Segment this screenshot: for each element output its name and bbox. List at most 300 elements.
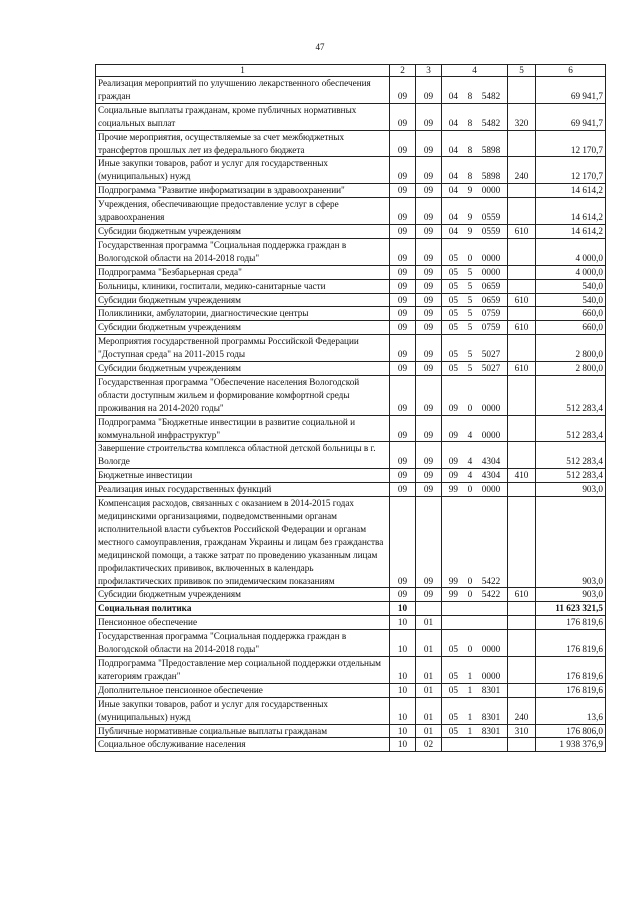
expense-type-code: [508, 184, 536, 198]
row-name: Бюджетные инвестиции: [96, 469, 390, 483]
table-row: [96, 279, 606, 293]
target-article-code: [442, 683, 508, 697]
target-article-part-c: 5422: [481, 589, 501, 600]
target-article-part-b: 8: [467, 90, 473, 101]
target-article-code: [442, 497, 508, 588]
table-row: [96, 724, 606, 738]
target-article-parts: [444, 575, 505, 588]
target-article-code: [442, 307, 508, 321]
target-article-part-b: 5: [467, 349, 473, 360]
amount: 512 283,4: [536, 415, 606, 442]
table-row: [96, 738, 606, 752]
header-col-1: 1: [96, 65, 390, 77]
header-col-4: 4: [442, 65, 508, 77]
amount: 903,0: [536, 497, 606, 588]
subsection-code: 09: [416, 184, 442, 198]
subsection-code: 09: [416, 130, 442, 157]
target-article-part-b: 9: [467, 212, 473, 223]
amount: 2 800,0: [536, 362, 606, 376]
target-article-part-c: 0759: [481, 322, 501, 333]
subsection-code: 09: [416, 224, 442, 238]
target-article-part-b: 0: [467, 484, 473, 495]
section-code: 09: [390, 321, 416, 335]
target-article-parts: [444, 429, 505, 442]
target-article-parts: [444, 90, 505, 103]
target-article-part-c: 4304: [481, 470, 501, 481]
amount: 13,6: [536, 697, 606, 724]
subsection-code: 09: [416, 307, 442, 321]
table-row: [96, 483, 606, 497]
target-article-part-b: 0: [467, 589, 473, 600]
expense-type-code: [508, 630, 536, 657]
expense-type-code: 410: [508, 469, 536, 483]
target-article-part-a: 99: [448, 575, 458, 586]
target-article-code: [442, 483, 508, 497]
section-code: 09: [390, 184, 416, 198]
subsection-code: 09: [416, 362, 442, 376]
subsection-code: 01: [416, 683, 442, 697]
section-code: 10: [390, 738, 416, 752]
target-article-part-b: 9: [467, 225, 473, 236]
header-col-5: 5: [508, 65, 536, 77]
target-article-part-c: 8301: [481, 684, 501, 695]
expense-type-code: [508, 238, 536, 265]
target-article-part-a: 04: [448, 171, 458, 182]
target-article-part-a: 05: [448, 644, 458, 655]
target-article-code: [442, 616, 508, 630]
target-article-code: [442, 630, 508, 657]
section-code: 09: [390, 335, 416, 362]
target-article-part-c: 0000: [481, 252, 501, 263]
subsection-code: 09: [416, 321, 442, 335]
section-code: 09: [390, 483, 416, 497]
header-col-6: 6: [536, 65, 606, 77]
row-name: Субсидии бюджетным учреждениям: [96, 588, 390, 602]
section-code: 09: [390, 224, 416, 238]
row-name: Больницы, клиники, госпитали, медико-санитарные части: [96, 279, 390, 293]
expense-type-code: [508, 616, 536, 630]
amount: 2 800,0: [536, 335, 606, 362]
target-article-part-b: 4: [467, 470, 473, 481]
row-name: Пенсионное обеспечение: [96, 616, 390, 630]
target-article-part-a: 99: [448, 589, 458, 600]
target-article-part-b: 5: [467, 322, 473, 333]
target-article-parts: [444, 348, 505, 361]
amount: 14 614,2: [536, 224, 606, 238]
amount: 12 170,7: [536, 157, 606, 184]
target-article-code: [442, 656, 508, 683]
table-row: [96, 588, 606, 602]
section-code: 10: [390, 616, 416, 630]
target-article-part-a: 04: [448, 90, 458, 101]
target-article-part-c: 5482: [481, 90, 501, 101]
target-article-code: [442, 157, 508, 184]
target-article-code: [442, 103, 508, 130]
target-article-part-a: 05: [448, 349, 458, 360]
target-article-part-b: 5: [467, 308, 473, 319]
row-name: Социальные выплаты гражданам, кроме публичных нормативных социальных выплат: [96, 103, 390, 130]
subsection-code: 09: [416, 198, 442, 225]
target-article-parts: [444, 362, 505, 375]
amount: 660,0: [536, 307, 606, 321]
row-name: Государственная программа "Социальная поддержка граждан в Вологодской области на 2014-2018 годы": [96, 630, 390, 657]
page-number: 47: [315, 42, 325, 52]
row-name: Субсидии бюджетным учреждениям: [96, 293, 390, 307]
target-article-part-b: 0: [467, 644, 473, 655]
target-article-parts: [444, 711, 505, 724]
target-article-part-a: 04: [448, 212, 458, 223]
target-article-code: [442, 738, 508, 752]
subsection-code: 09: [416, 103, 442, 130]
expense-type-code: [508, 77, 536, 104]
target-article-part-b: 9: [467, 185, 473, 196]
section-code: 10: [390, 602, 416, 616]
target-article-code: [442, 184, 508, 198]
table-row: [96, 198, 606, 225]
target-article-part-b: 5: [467, 363, 473, 374]
row-name: Учреждения, обеспечивающие предоставление услуг в сфере здравоохранения: [96, 198, 390, 225]
amount: 903,0: [536, 588, 606, 602]
target-article-parts: [444, 321, 505, 334]
target-article-part-a: 09: [448, 470, 458, 481]
target-article-part-c: 0000: [481, 644, 501, 655]
target-article-part-b: 8: [467, 117, 473, 128]
target-article-parts: [444, 402, 505, 415]
row-name: Подпрограмма "Безбарьерная среда": [96, 265, 390, 279]
header-col-3: 3: [416, 65, 442, 77]
target-article-parts: [444, 483, 505, 496]
expense-type-code: [508, 279, 536, 293]
table-row: [96, 469, 606, 483]
target-article-part-a: 05: [448, 294, 458, 305]
target-article-part-c: 0000: [481, 185, 501, 196]
section-code: 09: [390, 415, 416, 442]
row-name: Иные закупки товаров, работ и услуг для государственных (муниципальных) нужд: [96, 697, 390, 724]
amount: 69 941,7: [536, 77, 606, 104]
target-article-parts: [444, 280, 505, 293]
row-name: Реализация иных государственных функций: [96, 483, 390, 497]
expense-type-code: 240: [508, 157, 536, 184]
target-article-code: [442, 293, 508, 307]
target-article-parts: [444, 307, 505, 320]
target-article-part-b: 0: [467, 252, 473, 263]
target-article-code: [442, 724, 508, 738]
target-article-part-b: 5: [467, 266, 473, 277]
amount: 176 806,0: [536, 724, 606, 738]
section-code: 09: [390, 362, 416, 376]
target-article-parts: [444, 455, 505, 468]
expense-type-code: 240: [508, 697, 536, 724]
target-article-part-a: 09: [448, 429, 458, 440]
target-article-code: [442, 77, 508, 104]
target-article-part-b: 8: [467, 144, 473, 155]
row-name: Компенсация расходов, связанных с оказанием в 2014-2015 годах медицинскими организациями, подведомственными органам исполнительной власти субъектов Российской Федерации и органам местного самоуправления, гражданам Украины и лицам без гражданства медицинской помощи, а также затрат по проведению указанным лицам профилактических прививок, включенных в календарь профилактических прививок по эпидемическим показаниям: [96, 497, 390, 588]
target-article-code: [442, 362, 508, 376]
section-code: 10: [390, 630, 416, 657]
row-name: Подпрограмма "Предоставление мер социальной поддержки отдельным категориям граждан": [96, 656, 390, 683]
subsection-code: 09: [416, 238, 442, 265]
table-row: [96, 362, 606, 376]
expense-type-code: [508, 738, 536, 752]
target-article-part-c: 8301: [481, 711, 501, 722]
table-row: [96, 656, 606, 683]
target-article-part-c: 0000: [481, 266, 501, 277]
subsection-code: 01: [416, 630, 442, 657]
target-article-part-c: 0759: [481, 308, 501, 319]
target-article-parts: [444, 725, 505, 738]
target-article-part-c: 0000: [481, 429, 501, 440]
table-row: [96, 77, 606, 104]
table-row: [96, 442, 606, 469]
target-article-parts: [444, 294, 505, 307]
target-article-part-c: 0659: [481, 294, 501, 305]
amount: 540,0: [536, 293, 606, 307]
target-article-part-c: 0000: [481, 670, 501, 681]
target-article-part-c: 0559: [481, 225, 501, 236]
row-name: Прочие мероприятия, осуществляемые за счет межбюджетных трансфертов прошлых лет из федерального бюджета: [96, 130, 390, 157]
target-article-code: [442, 442, 508, 469]
target-article-code: [442, 697, 508, 724]
table-row: [96, 630, 606, 657]
subsection-code: 09: [416, 469, 442, 483]
amount: 176 819,6: [536, 683, 606, 697]
row-name: Субсидии бюджетным учреждениям: [96, 321, 390, 335]
section-code: 09: [390, 375, 416, 415]
row-name: Субсидии бюджетным учреждениям: [96, 224, 390, 238]
table-row: [96, 415, 606, 442]
section-code: 09: [390, 442, 416, 469]
expense-type-code: 610: [508, 224, 536, 238]
target-article-part-a: 05: [448, 363, 458, 374]
target-article-part-a: 04: [448, 117, 458, 128]
target-article-parts: [444, 469, 505, 482]
target-article-part-a: 05: [448, 711, 458, 722]
target-article-part-a: 04: [448, 225, 458, 236]
amount: 512 283,4: [536, 469, 606, 483]
section-code: 09: [390, 238, 416, 265]
row-name: Иные закупки товаров, работ и услуг для государственных (муниципальных) нужд: [96, 157, 390, 184]
row-name: Дополнительное пенсионное обеспечение: [96, 683, 390, 697]
target-article-part-b: 4: [467, 456, 473, 467]
section-code: 10: [390, 683, 416, 697]
target-article-part-a: 04: [448, 185, 458, 196]
table-row: [96, 497, 606, 588]
row-name: Мероприятия государственной программы Российской Федерации "Доступная среда" на 2011-2015 годы: [96, 335, 390, 362]
amount: 4 000,0: [536, 238, 606, 265]
target-article-part-b: 1: [467, 684, 473, 695]
section-code: 09: [390, 469, 416, 483]
subsection-code: 09: [416, 375, 442, 415]
target-article-part-b: 4: [467, 429, 473, 440]
amount: 512 283,4: [536, 442, 606, 469]
target-article-code: [442, 198, 508, 225]
subsection-code: 01: [416, 724, 442, 738]
subsection-code: 09: [416, 588, 442, 602]
target-article-part-a: 09: [448, 456, 458, 467]
target-article-parts: [444, 144, 505, 157]
target-article-part-c: 5027: [481, 363, 501, 374]
budget-table: [95, 64, 606, 752]
target-article-parts: [444, 184, 505, 197]
target-article-code: [442, 602, 508, 616]
expense-type-code: [508, 683, 536, 697]
target-article-part-c: 0559: [481, 212, 501, 223]
table-row: [96, 307, 606, 321]
subsection-code: [416, 602, 442, 616]
table-row: [96, 238, 606, 265]
table-row: [96, 103, 606, 130]
section-code: 09: [390, 198, 416, 225]
target-article-part-a: 05: [448, 252, 458, 263]
target-article-code: [442, 130, 508, 157]
target-article-part-c: 5898: [481, 144, 501, 155]
target-article-part-c: 0000: [481, 402, 501, 413]
amount: 69 941,7: [536, 103, 606, 130]
amount: 512 283,4: [536, 375, 606, 415]
subsection-code: 09: [416, 442, 442, 469]
section-code: 09: [390, 103, 416, 130]
target-article-part-c: 5482: [481, 117, 501, 128]
target-article-code: [442, 238, 508, 265]
expense-type-code: [508, 130, 536, 157]
table-row: [96, 321, 606, 335]
subsection-code: 09: [416, 293, 442, 307]
section-code: 09: [390, 293, 416, 307]
amount: 660,0: [536, 321, 606, 335]
expense-type-code: [508, 442, 536, 469]
row-name: Реализация мероприятий по улучшению лекарственного обеспечения граждан: [96, 77, 390, 104]
target-article-part-b: 0: [467, 402, 473, 413]
expense-type-code: 320: [508, 103, 536, 130]
row-name: Поликлиники, амбулатории, диагностические центры: [96, 307, 390, 321]
target-article-part-a: 05: [448, 308, 458, 319]
target-article-part-b: 5: [467, 294, 473, 305]
table-row: [96, 602, 606, 616]
section-code: 09: [390, 307, 416, 321]
target-article-parts: [444, 588, 505, 601]
row-name: Государственная программа "Обеспечение населения Вологодской области доступным жильем и формирование комфортной среды проживания на 2014-2020 годы": [96, 375, 390, 415]
target-article-part-b: 1: [467, 670, 473, 681]
expense-type-code: 610: [508, 293, 536, 307]
table-row: [96, 335, 606, 362]
section-code: 09: [390, 157, 416, 184]
expense-type-code: 610: [508, 362, 536, 376]
subsection-code: 09: [416, 415, 442, 442]
target-article-code: [442, 321, 508, 335]
expense-type-code: [508, 602, 536, 616]
row-name: Государственная программа "Социальная поддержка граждан в Вологодской области на 2014-2018 годы": [96, 238, 390, 265]
target-article-part-a: 05: [448, 280, 458, 291]
target-article-part-c: 4304: [481, 456, 501, 467]
subsection-code: 01: [416, 616, 442, 630]
target-article-code: [442, 265, 508, 279]
expense-type-code: [508, 335, 536, 362]
section-code: 09: [390, 279, 416, 293]
target-article-parts: [444, 684, 505, 697]
target-article-code: [442, 335, 508, 362]
row-name: Субсидии бюджетным учреждениям: [96, 362, 390, 376]
table-row: [96, 375, 606, 415]
row-name: Социальная политика: [96, 602, 390, 616]
target-article-part-a: 05: [448, 670, 458, 681]
amount: 903,0: [536, 483, 606, 497]
table-row: [96, 157, 606, 184]
target-article-part-b: 1: [467, 725, 473, 736]
target-article-code: [442, 224, 508, 238]
row-name: Публичные нормативные социальные выплаты гражданам: [96, 724, 390, 738]
table-row: [96, 293, 606, 307]
table-row: [96, 683, 606, 697]
amount: 11 623 321,5: [536, 602, 606, 616]
row-name: Подпрограмма "Бюджетные инвестиции в развитие социальной и коммунальной инфраструктур": [96, 415, 390, 442]
amount: 14 614,2: [536, 198, 606, 225]
target-article-part-b: 8: [467, 171, 473, 182]
target-article-part-a: 04: [448, 144, 458, 155]
subsection-code: 09: [416, 279, 442, 293]
target-article-parts: [444, 643, 505, 656]
target-article-part-a: 99: [448, 484, 458, 495]
expense-type-code: [508, 483, 536, 497]
section-code: 09: [390, 77, 416, 104]
expense-type-code: [508, 656, 536, 683]
target-article-part-a: 05: [448, 684, 458, 695]
target-article-parts: [444, 266, 505, 279]
subsection-code: 09: [416, 265, 442, 279]
expense-type-code: 310: [508, 724, 536, 738]
amount: 176 819,6: [536, 630, 606, 657]
target-article-code: [442, 375, 508, 415]
target-article-part-c: 0000: [481, 484, 501, 495]
amount: 14 614,2: [536, 184, 606, 198]
amount: 4 000,0: [536, 265, 606, 279]
header-col-2: 2: [390, 65, 416, 77]
table-row: [96, 130, 606, 157]
expense-type-code: [508, 307, 536, 321]
target-article-part-b: 5: [467, 280, 473, 291]
target-article-parts: [444, 670, 505, 683]
subsection-code: 02: [416, 738, 442, 752]
target-article-part-c: 8301: [481, 725, 501, 736]
subsection-code: 09: [416, 77, 442, 104]
table-header-row: [96, 65, 606, 77]
expense-type-code: [508, 265, 536, 279]
target-article-part-b: 0: [467, 575, 473, 586]
section-code: 09: [390, 265, 416, 279]
table-row: [96, 616, 606, 630]
target-article-part-c: 5898: [481, 171, 501, 182]
target-article-part-b: 1: [467, 711, 473, 722]
subsection-code: 01: [416, 656, 442, 683]
amount: 176 819,6: [536, 616, 606, 630]
amount: 540,0: [536, 279, 606, 293]
expense-type-code: [508, 375, 536, 415]
subsection-code: 09: [416, 497, 442, 588]
table-row: [96, 265, 606, 279]
target-article-part-c: 5027: [481, 349, 501, 360]
target-article-part-c: 5422: [481, 575, 501, 586]
expense-type-code: 610: [508, 588, 536, 602]
target-article-part-a: 05: [448, 725, 458, 736]
expense-type-code: [508, 198, 536, 225]
section-code: 09: [390, 497, 416, 588]
section-code: 10: [390, 724, 416, 738]
expense-type-code: 610: [508, 321, 536, 335]
target-article-part-a: 05: [448, 322, 458, 333]
expense-type-code: [508, 415, 536, 442]
section-code: 09: [390, 130, 416, 157]
target-article-part-a: 05: [448, 266, 458, 277]
row-name: Подпрограмма "Развитие информатизации в здравоохранении": [96, 184, 390, 198]
